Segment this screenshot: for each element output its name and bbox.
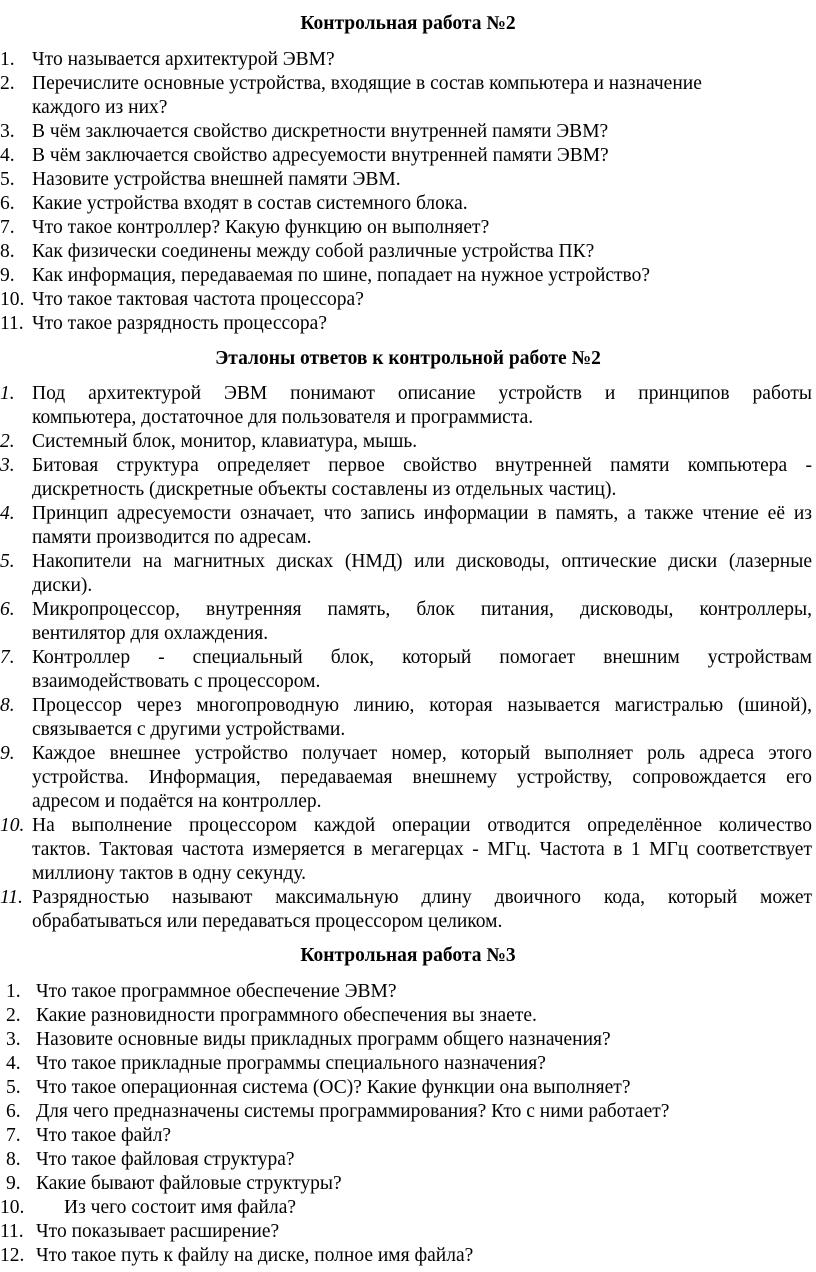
item-line: Процессор через многопроводную линию, которая называется магистралью (шиной), bbox=[32, 695, 812, 716]
item-number: 11. bbox=[0, 313, 24, 334]
item-text: Что такое тактовая частота процессора? bbox=[32, 289, 364, 310]
item-number: 5. bbox=[0, 551, 15, 572]
item-text: Какие бывают файловые структуры? bbox=[36, 1173, 342, 1194]
test2-title: Контрольная работа №2 bbox=[300, 13, 516, 34]
item-line: Системный блок, монитор, клавиатура, мышь. bbox=[32, 431, 418, 452]
item-number: 4. bbox=[0, 145, 15, 166]
item-text: Что такое операционная система (ОС)? Какие функции она выполняет? bbox=[36, 1077, 631, 1098]
item-text: В чём заключается свойство адресуемости внутренней памяти ЭВМ? bbox=[32, 145, 609, 166]
test3-title: Контрольная работа №3 bbox=[300, 945, 516, 966]
item-text: Что показывает расширение? bbox=[36, 1221, 280, 1242]
item-line: взаимодействовать с процессором. bbox=[32, 671, 321, 692]
item-text: Что такое прикладные программы специального назначения? bbox=[36, 1053, 546, 1074]
item-number: 6. bbox=[6, 1101, 21, 1122]
item-line: тактов. Тактовая частота измеряется в мегагерцах - МГц. Частота в 1 МГц соответствует bbox=[32, 839, 812, 860]
item-text bbox=[32, 550, 812, 598]
item-line: памяти производится по адресам. bbox=[32, 527, 312, 548]
item-text: Как информация, передаваемая по шине, попадает на нужное устройство? bbox=[32, 265, 651, 286]
item-text bbox=[32, 886, 812, 934]
item-text bbox=[32, 454, 812, 502]
item-number: 3. bbox=[0, 455, 15, 476]
item-line: адресом и подаётся на контроллер. bbox=[32, 791, 322, 812]
item-number: 6. bbox=[0, 193, 15, 214]
item-text bbox=[32, 72, 812, 120]
item-line: обрабатываться или передаваться процессором целиком. bbox=[32, 911, 503, 932]
item-line: каждого из них? bbox=[32, 97, 168, 118]
item-text: Что такое программное обеспечение ЭВМ? bbox=[36, 981, 397, 1002]
item-number: 10. bbox=[0, 815, 25, 836]
item-text bbox=[32, 502, 812, 550]
item-number: 9. bbox=[0, 743, 15, 764]
item-text: Назовите устройства внешней памяти ЭВМ. bbox=[32, 169, 401, 190]
item-number: 1. bbox=[0, 49, 15, 70]
item-line: миллиону тактов в одну секунду. bbox=[32, 863, 306, 884]
item-text: Что называется архитектурой ЭВМ? bbox=[32, 49, 335, 70]
item-number: 5. bbox=[0, 169, 15, 190]
item-number: 2. bbox=[0, 73, 15, 94]
item-text bbox=[32, 646, 812, 694]
item-text bbox=[32, 382, 812, 430]
item-number: 8. bbox=[0, 241, 15, 262]
item-text: Что такое файловая структура? bbox=[36, 1149, 295, 1170]
item-number: 5. bbox=[6, 1077, 21, 1098]
item-line: Битовая структура определяет первое свойство внутренней памяти компьютера - bbox=[32, 455, 812, 476]
item-number: 7. bbox=[0, 217, 15, 238]
item-text: Какие устройства входят в состав системного блока. bbox=[32, 193, 468, 214]
item-text bbox=[32, 742, 812, 814]
item-text: Как физически соединены между собой различные устройства ПК? bbox=[32, 241, 595, 262]
item-line: вентилятор для охлаждения. bbox=[32, 623, 269, 644]
item-number: 10. bbox=[0, 289, 25, 310]
item-number: 6. bbox=[0, 599, 15, 620]
item-number: 1. bbox=[6, 981, 21, 1002]
item-line: Принцип адресуемости означает, что запись информации в память, а также чтение её из bbox=[32, 503, 812, 524]
item-line: диски). bbox=[32, 575, 93, 596]
item-text: Из чего состоит имя файла? bbox=[64, 1197, 297, 1218]
answers2-title: Эталоны ответов к контрольной работе №2 bbox=[215, 348, 601, 369]
item-text bbox=[32, 598, 812, 646]
item-line: Перечислите основные устройства, входящие в состав компьютера и назначение bbox=[32, 73, 702, 94]
item-number: 10. bbox=[0, 1197, 25, 1218]
item-line: дискретность (дискретные объекты составлены из отдельных частиц). bbox=[32, 479, 617, 500]
item-number: 3. bbox=[6, 1029, 21, 1050]
item-text bbox=[32, 430, 812, 454]
item-text bbox=[32, 814, 812, 886]
item-number: 4. bbox=[0, 503, 15, 524]
item-number: 11. bbox=[0, 1221, 24, 1242]
item-line: Накопители на магнитных дисках (НМД) или дисководы, оптические диски (лазерные bbox=[32, 551, 812, 572]
item-line: Разрядностью называют максимальную длину двоичного кода, который может bbox=[32, 887, 812, 908]
item-line: На выполнение процессором каждой операции отводится определённое количество bbox=[32, 815, 812, 836]
item-number: 7. bbox=[0, 647, 15, 668]
item-line: Каждое внешнее устройство получает номер, который выполняет роль адреса этого bbox=[32, 743, 812, 764]
item-text: Что такое файл? bbox=[36, 1125, 172, 1146]
item-line: Микропроцессор, внутренняя память, блок питания, дисководы, контроллеры, bbox=[32, 599, 812, 620]
item-line: компьютера, достаточное для пользователя и программиста. bbox=[32, 407, 534, 428]
item-text: Для чего предназначены системы программирования? Кто с ними работает? bbox=[36, 1101, 670, 1122]
item-text: Что такое разрядность процессора? bbox=[32, 313, 327, 334]
item-text: Что такое путь к файлу на диске, полное имя файла? bbox=[36, 1245, 474, 1266]
item-line: связывается с другими устройствами. bbox=[32, 719, 346, 740]
item-text: Что такое контроллер? Какую функцию он выполняет? bbox=[32, 217, 490, 238]
item-text bbox=[32, 694, 812, 742]
item-number: 12. bbox=[0, 1245, 25, 1266]
item-number: 1. bbox=[0, 383, 15, 404]
item-number: 11. bbox=[0, 887, 23, 908]
item-line: Контроллер - специальный блок, который помогает внешним устройствам bbox=[32, 647, 812, 668]
item-number: 4. bbox=[6, 1053, 21, 1074]
item-text: В чём заключается свойство дискретности внутренней памяти ЭВМ? bbox=[32, 121, 609, 142]
item-line: устройства. Информация, передаваемая внешнему устройству, сопровождается его bbox=[32, 767, 812, 788]
item-number: 7. bbox=[6, 1125, 21, 1146]
item-text: Какие разновидности программного обеспечения вы знаете. bbox=[36, 1005, 537, 1026]
item-number: 2. bbox=[6, 1005, 21, 1026]
item-number: 8. bbox=[0, 695, 15, 716]
item-text: Назовите основные виды прикладных программ общего назначения? bbox=[36, 1029, 611, 1050]
item-number: 9. bbox=[6, 1173, 21, 1194]
item-number: 2. bbox=[0, 431, 15, 452]
item-number: 9. bbox=[0, 265, 15, 286]
item-number: 8. bbox=[6, 1149, 21, 1170]
item-line: Под архитектурой ЭВМ понимают описание устройств и принципов работы bbox=[32, 383, 812, 404]
item-number: 3. bbox=[0, 121, 15, 142]
